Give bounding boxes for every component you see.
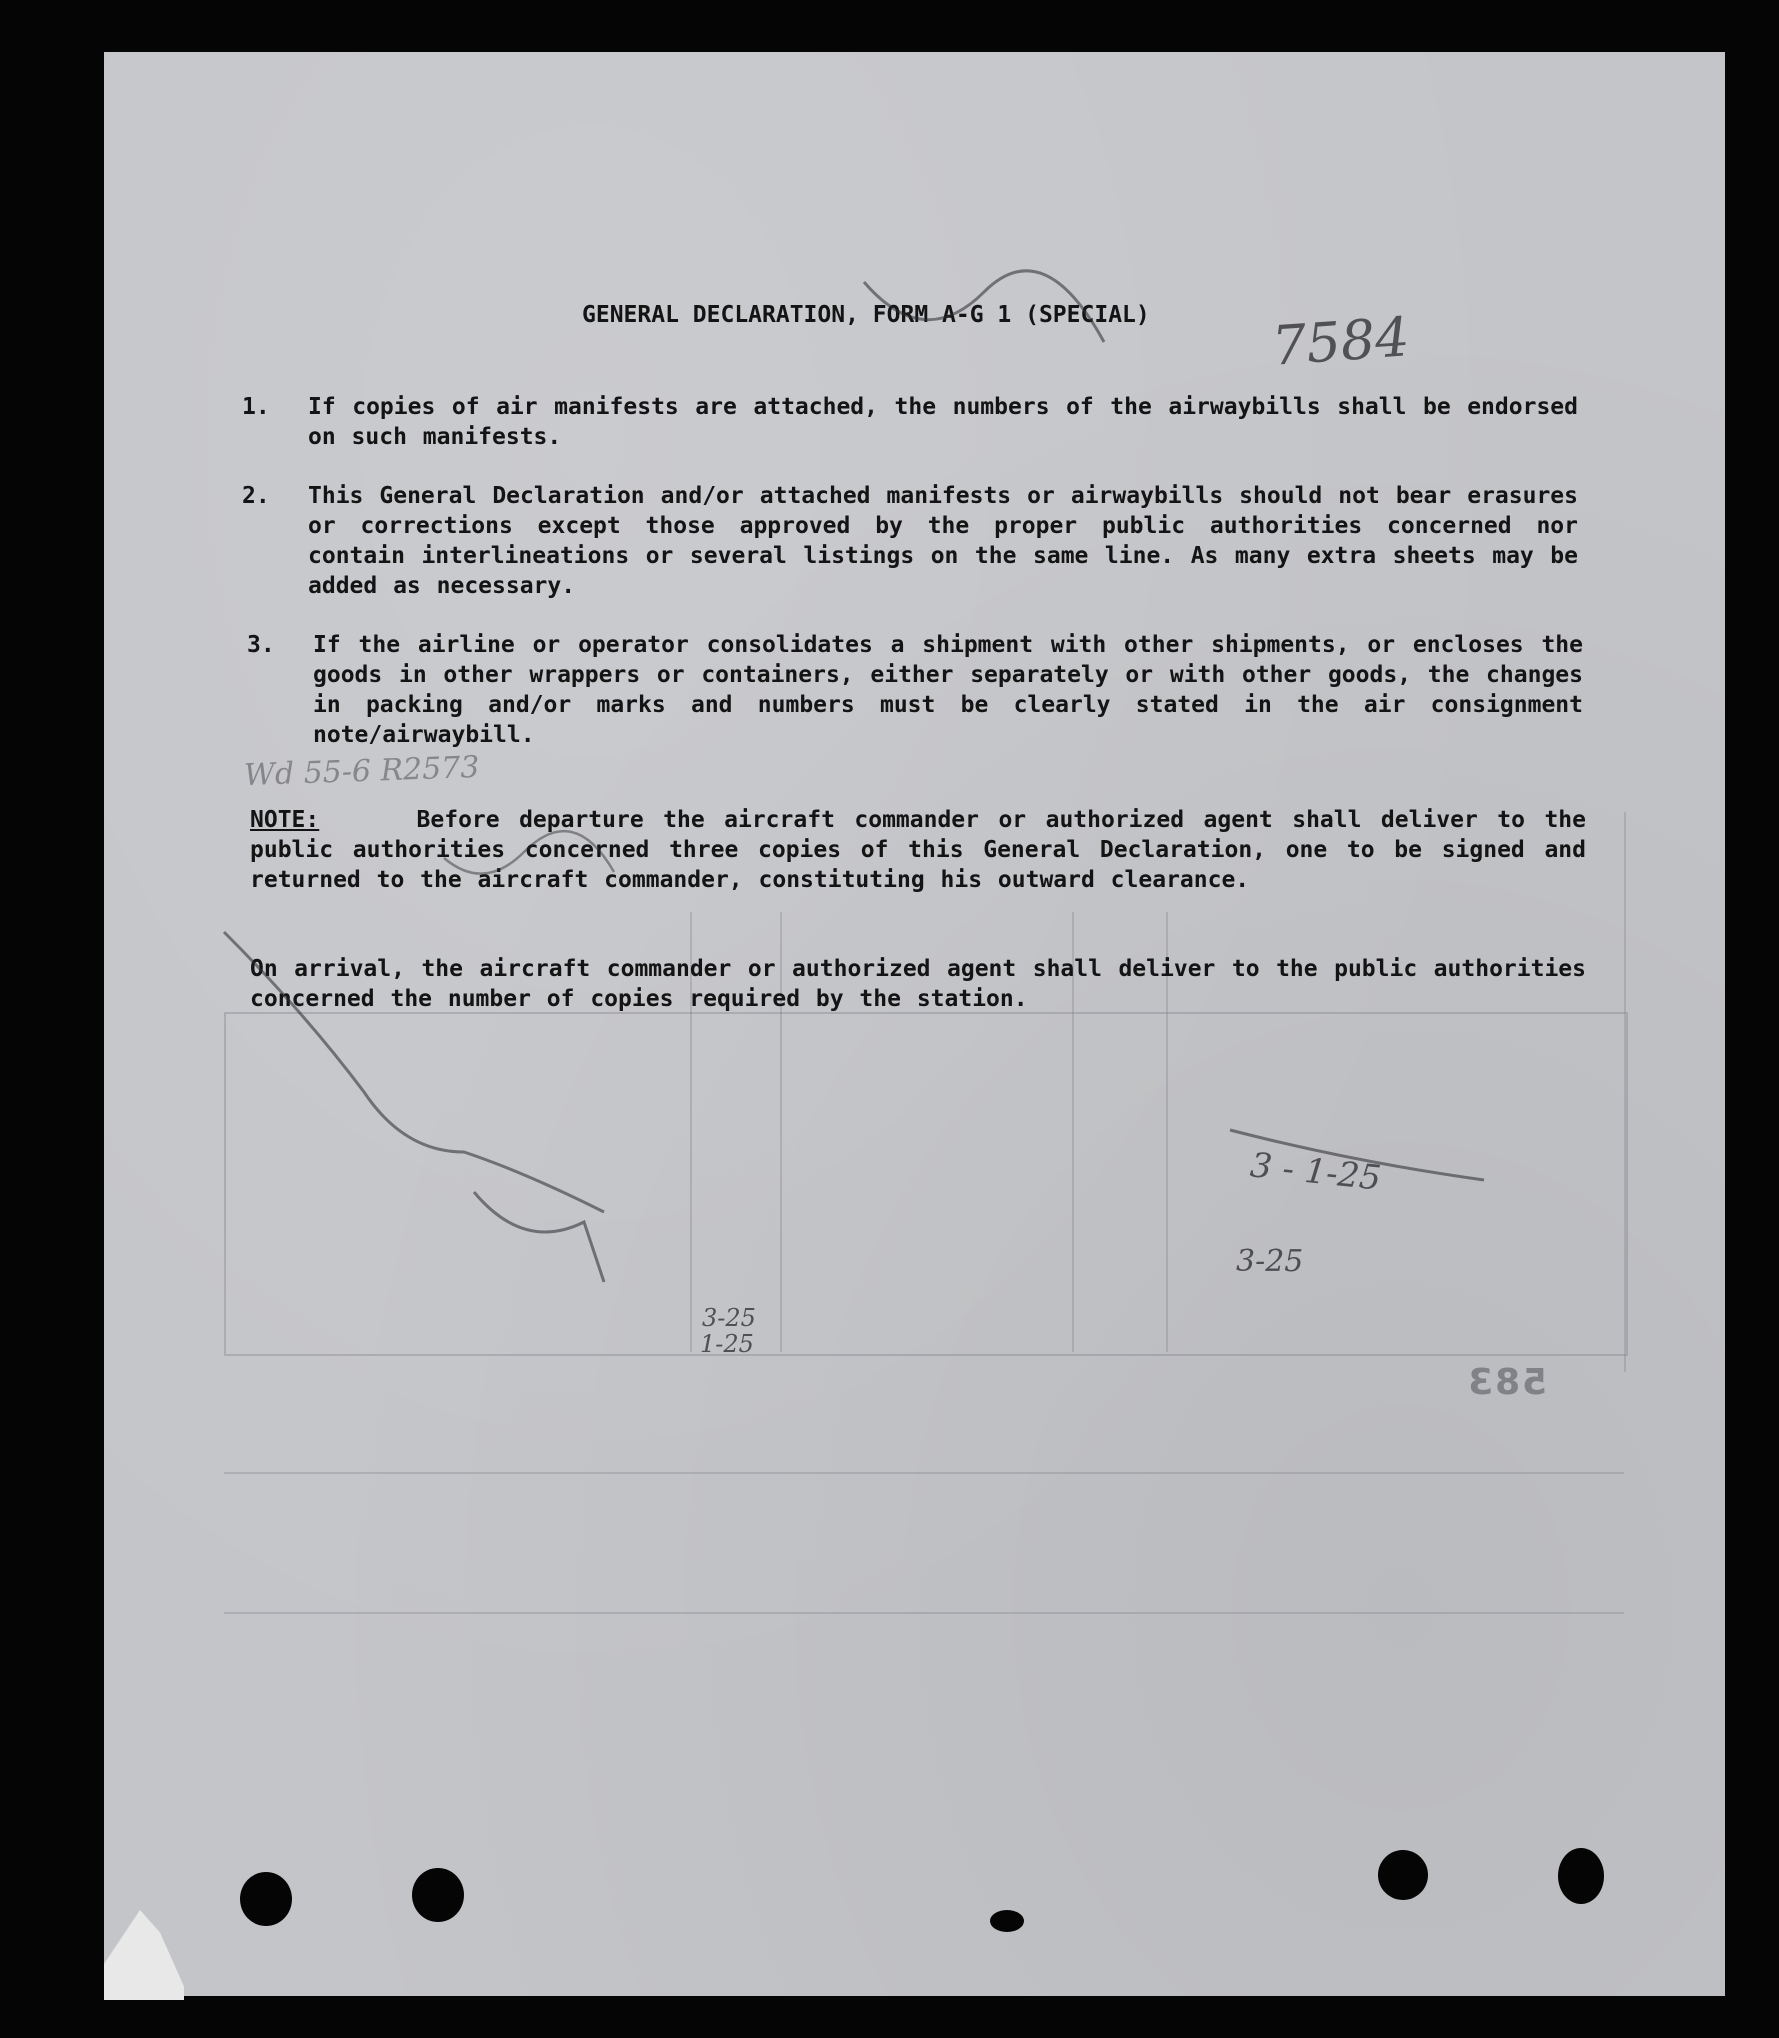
signature-stroke [224, 932, 604, 1212]
punch-hole [1558, 1848, 1604, 1904]
document-sheet [104, 52, 1725, 1996]
signature-stroke [864, 271, 1104, 342]
item-text: If the airline or operator consolidates a shipment with other shipments, or encloses the goods in other wrappers or containers, either separately or with other goods, the changes in packing and/or marks and numbers must be clearly stated in the air consignment note/airwaybill. [313, 632, 1583, 748]
punch-hole [240, 1872, 292, 1926]
page-title: GENERAL DECLARATION, FORM A-G 1 (SPECIAL) [582, 302, 1150, 328]
item-number: 2. [242, 483, 270, 509]
note-label: NOTE: [250, 807, 320, 833]
signature-stroke [1230, 1130, 1484, 1180]
signature-stroke [444, 831, 614, 873]
item-text: If copies of air manifests are attached, the numbers of the airwaybills shall be endorsed on such manifests. [308, 394, 1578, 450]
item-text: This General Declaration and/or attached manifests or airwaybills should not bear erasures or corrections except those approved by the proper public authorities concerned nor contain interlineations or several listings on the same line. As many extra sheets may be added as necessary. [308, 483, 1578, 599]
handwritten-mark: 7584 [1269, 305, 1412, 378]
handwritten-mark: Wd 55-6 R2573 [243, 749, 480, 794]
handwritten-mark: 3-25 [1236, 1244, 1304, 1279]
item-number: 3. [247, 632, 275, 658]
page-stamp: 583 [1466, 1362, 1548, 1403]
handwritten-mark: 3 - 1-25 [1248, 1145, 1383, 1199]
punch-hole [1378, 1850, 1428, 1900]
handwritten-mark: 3-25 [702, 1304, 756, 1332]
handwritten-mark: 1-25 [700, 1330, 754, 1358]
arrival-text: On arrival, the aircraft commander or authorized agent shall deliver to the public authorities concerned the number of copies required by the station. [250, 956, 1586, 1012]
punch-hole [990, 1910, 1024, 1932]
punch-hole [412, 1868, 464, 1922]
item-number: 1. [242, 394, 270, 420]
note-text: Before departure the aircraft commander or authorized agent shall deliver to the public authorities concerned three copies of this General Declaration, one to be signed and returned to the aircraft commander, constituting his outward clearance. [250, 807, 1586, 893]
signature-stroke [474, 1192, 604, 1282]
pen-strokes [104, 52, 1725, 1996]
